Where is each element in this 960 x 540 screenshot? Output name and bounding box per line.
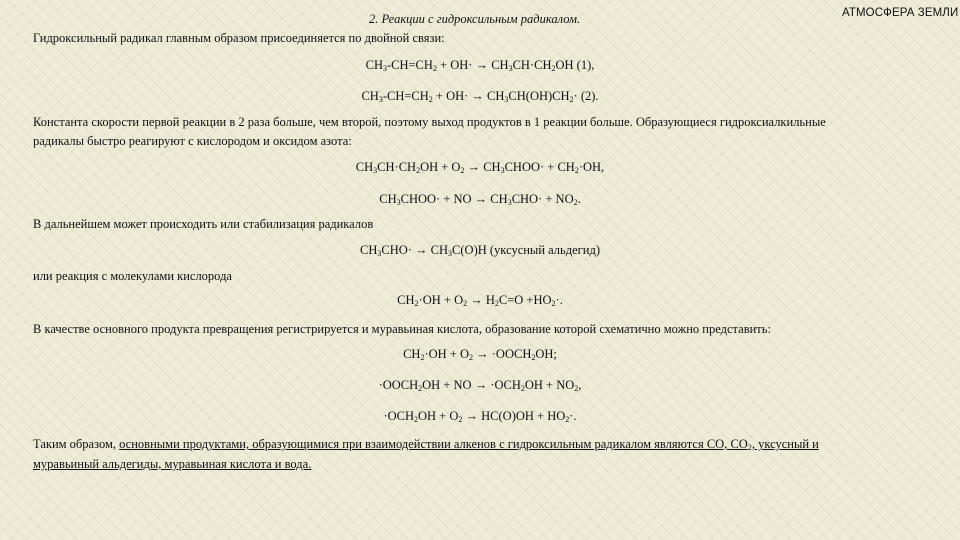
equation-6 (0, 292, 960, 308)
corner-title: АТМОСФЕРА ЗЕМЛИ (842, 7, 959, 19)
paragraph-1-line-2: радикалы быстро реагируют с кислородом и оксидом азота: (33, 134, 352, 148)
equation-1-text: $CH_3-CH=CH_2 + OH\cdot \to CH_3CH\cdot CH_2OH$ (1), (365, 58, 595, 73)
intro-text: Гидроксильный радикал главным образом присоединяется по двойной связи: (33, 31, 445, 45)
paragraph-4: В качестве основного продукта превращения регистрируется и муравьиная кислота, образование которой схематично можно представить: (33, 322, 771, 336)
paragraph-1-line-1: Константа скорости первой реакции в 2 раза больше, чем второй, поэтому выход продуктов в 1 реакции больше. Образующиеся гидроксиалкильные (33, 115, 826, 129)
paragraph-3: или реакция с молекулами кислорода (33, 269, 232, 283)
equation-5 (0, 242, 960, 258)
equation-8 (0, 377, 960, 393)
equation-2-text: $CH_3-CH=CH_2 + OH\cdot \to CH_3CH(OH)CH_2\cdot (2)$. (361, 89, 599, 104)
equation-9-text: $\cdot OCH_2OH + O_2 \to HC(O)OH + HO_2\cdot$. (383, 409, 577, 424)
equation-7 (0, 346, 960, 362)
paragraph-2: В дальнейшем может происходить или стабилизация радикалов (33, 217, 374, 231)
equation-8-text: $\cdot OOCH_2OH$ + NO → $\cdot OCH_2OH + NO_2$, (378, 378, 582, 393)
equation-3 (0, 159, 960, 175)
equation-4-text: $CH_3CHOO\cdot$ + NO → $CH_3CHO\cdot + NO_2$. (379, 192, 581, 207)
equation-3-text: $CH_3CH\cdot CH_2OH + O_2$ → $CH_3CHOO\cdot + CH_2\cdot OH$, (355, 160, 605, 175)
equation-7-text: $CH_2\cdot OH + O_2$ → $\cdot OOCH_2OH$; (403, 347, 557, 362)
equation-2 (0, 88, 960, 104)
equation-5-text: $CH_3CHO\cdot \to CH_3C(O)H$ (уксусный альдегид) (360, 243, 600, 258)
conclusion-line-1: Таким образом, основными продуктами, образующимися при взаимодействии алкенов с гидроксильным радикалом являются CO, $CO_2$, уксусный и (33, 437, 819, 452)
equation-4 (0, 191, 960, 207)
equation-9 (0, 408, 960, 424)
conclusion-line-2: муравьиный альдегиды, муравьиная кислота и вода. (33, 457, 312, 471)
equation-6-text: $CH_2\cdot OH + O_2 \to H_2C=O +HO_2\cdot$. (397, 293, 563, 308)
equation-1 (0, 57, 960, 73)
section-title: 2. Реакции с гидроксильным радикалом. (369, 12, 581, 26)
